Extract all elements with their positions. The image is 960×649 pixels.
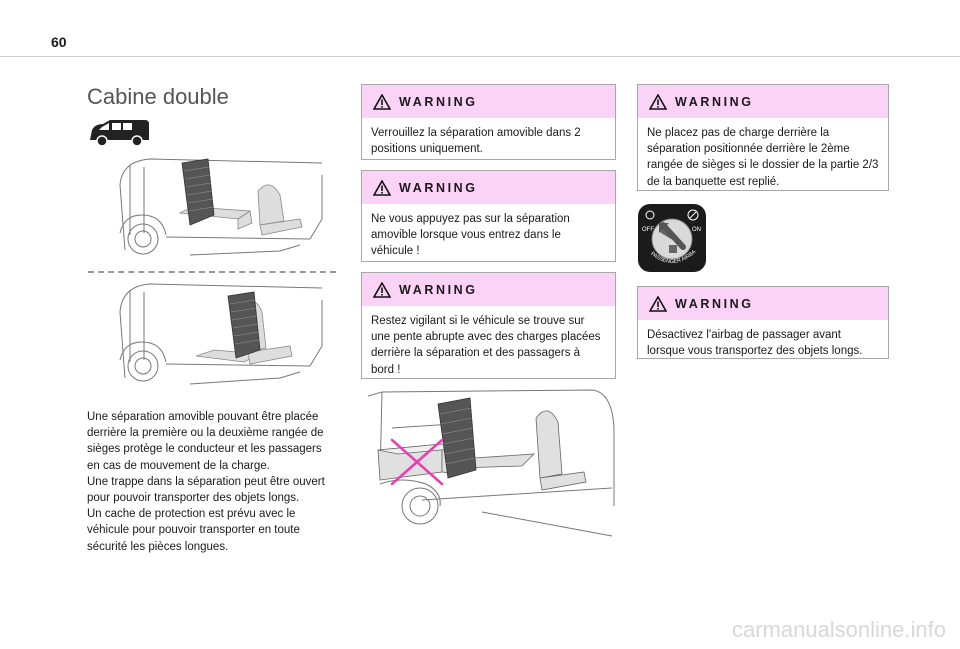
warning-triangle-icon bbox=[373, 94, 391, 110]
passenger-airbag-switch-icon bbox=[637, 203, 707, 273]
warning-header bbox=[638, 85, 888, 118]
description-paragraph-3: Un cache de protection est prévu avec le véhicule pour pouvoir transporter en toute sécurité les pièces longues. bbox=[87, 508, 300, 553]
warning-triangle-icon bbox=[649, 94, 667, 110]
van-icon bbox=[87, 116, 151, 150]
warning-title: WARNING bbox=[399, 282, 478, 297]
warning-text: Ne placez pas de charge derrière la séparation positionnée derrière le 2ème rangée de sièges si le dossier de la partie 2/3 de la banquette est replié. bbox=[647, 127, 879, 188]
warning-triangle-icon bbox=[373, 180, 391, 196]
van-interior-illustration-row1 bbox=[110, 155, 330, 265]
warning-box-5 bbox=[637, 286, 889, 359]
van-interior-illustration-row2 bbox=[110, 280, 330, 395]
warning-text: Verrouillez la séparation amovible dans 2 positions uniquement. bbox=[371, 127, 581, 156]
warning-text: Restez vigilant si le véhicule se trouve sur une pente abrupte avec des charges placées derrière la séparation et des passagers à bord ! bbox=[371, 315, 601, 376]
warning-title: WARNING bbox=[399, 94, 478, 109]
warning-header bbox=[362, 273, 615, 306]
airbag-label: PASSENGER AIRBA bbox=[649, 249, 698, 266]
warning-triangle-icon bbox=[373, 282, 391, 298]
page-number: 60 bbox=[51, 34, 67, 50]
warning-title: WARNING bbox=[675, 94, 754, 109]
warning-text: Ne vous appuyez pas sur la séparation amovible lorsque vous entrez dans le véhicule ! bbox=[371, 213, 570, 258]
warning-title: WARNING bbox=[399, 180, 478, 195]
warning-header bbox=[638, 287, 888, 320]
warning-box-1 bbox=[361, 84, 616, 160]
header-rule bbox=[0, 56, 960, 57]
warning-header bbox=[362, 85, 615, 118]
airbag-on-label: ON bbox=[692, 227, 701, 233]
warning-text: Désactivez l'airbag de passager avant lorsque vous transportez des objets longs. bbox=[647, 329, 863, 358]
warning-box-4 bbox=[637, 84, 889, 191]
footer-watermark: carmanualsonline.info bbox=[731, 617, 946, 642]
dashed-separator bbox=[88, 271, 336, 273]
airbag-off-label: OFF bbox=[642, 227, 654, 233]
warning-title: WARNING bbox=[675, 296, 754, 311]
description-text bbox=[87, 409, 337, 555]
page-title: Cabine double bbox=[87, 84, 229, 109]
warning-header bbox=[362, 171, 615, 204]
warning-box-2 bbox=[361, 170, 616, 262]
van-load-prohibited-illustration bbox=[362, 388, 618, 540]
warning-box-3 bbox=[361, 272, 616, 379]
warning-triangle-icon bbox=[649, 296, 667, 312]
description-paragraph-2: Une trappe dans la séparation peut être ouvert pour pouvoir transporter des objets longs. bbox=[87, 475, 325, 505]
description-paragraph-1: Une séparation amovible pouvant être placée derrière la première ou la deuxième rangée de sièges protège le conducteur et les passagers en cas de mouvement de la charge. bbox=[87, 411, 324, 472]
